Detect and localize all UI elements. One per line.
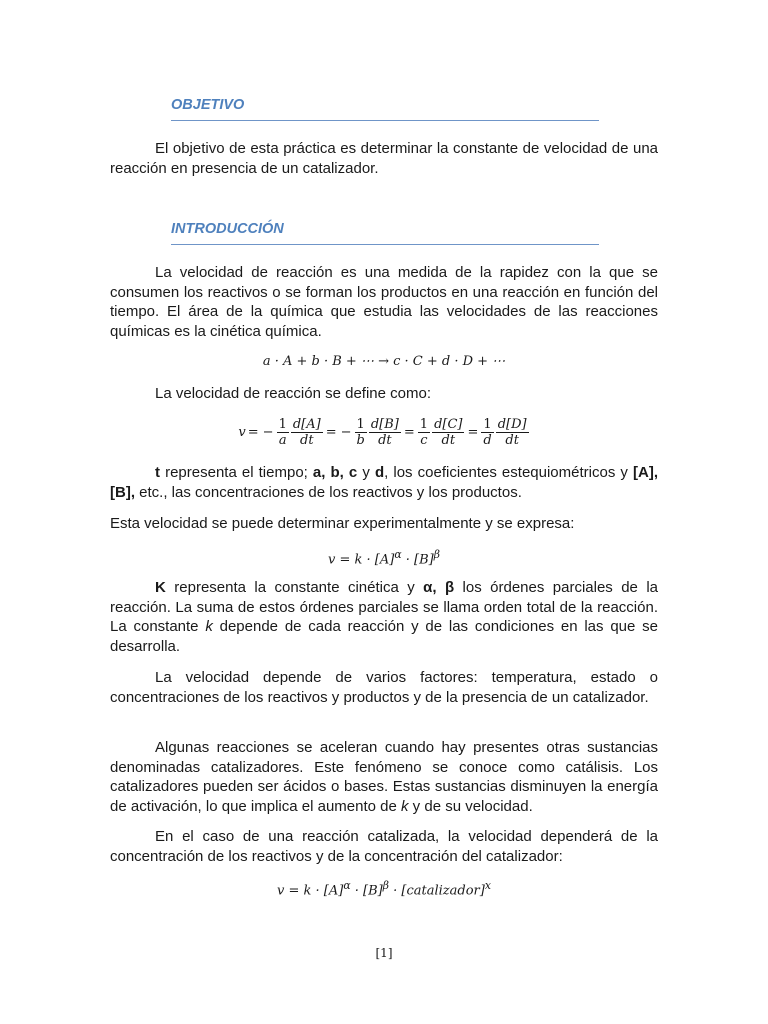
intro-paragraph-3: t representa el tiempo; a, b, c y d, los coeficientes estequiométricos y [A], [B], etc., las concentraciones de los reactivos y los productos. [110, 464, 658, 501]
derivative-fraction-a: $\frac{d[A]}{dt}$ [292, 417, 321, 448]
coef-fraction-c: $\frac{1}{c}$ [419, 417, 429, 448]
derivative-fraction-c: $\frac{d[C]}{dt}$ [434, 417, 463, 448]
intro-paragraph-8: En el caso de una reacción catalizada, la velocidad dependerá de la concentración de los reactivos y de la concentración del catalizador: [110, 828, 658, 865]
rate-definition-equation: v = − $\frac{1}{a}$ $\frac{d[A]}{dt}$ = − $\frac{1}{b}$ $\frac{d[B]}{dt}$ = $\frac{1}{c}$ $\frac{d[C]}{dt}$ = $\frac{1}{d}$ $\frac{d[D]}{dt}$ [238, 417, 527, 448]
intro-paragraph-4: Esta velocidad se puede determinar experimentalmente y se expresa: [110, 515, 575, 532]
intro-paragraph-6: La velocidad depende de varios factores: temperatura, estado o concentraciones de los reactivos y productos y de la presencia de un catalizador. [110, 669, 658, 706]
rate-v: v [238, 425, 246, 440]
intro-paragraph-2: La velocidad de reacción se define como: [155, 385, 432, 402]
objetivo-paragraph: El objetivo de esta práctica es determinar la constante de velocidad de una reacción en presencia de un catalizador. [110, 140, 658, 177]
coef-fraction-b: $\frac{1}{b}$ [356, 417, 365, 448]
intro-paragraph-1: La velocidad de reacción es una medida de la rapidez con la que se consumen los reactivos o se forman los productos en una reacción en función del tiempo. El área de la química que estudia las velocidades de las reacciones químicas es la cinética química. [110, 264, 658, 340]
intro-paragraph-7: Algunas reacciones se aceleran cuando hay presentes otras sustancias denominadas catalizadores. Este fenómeno se conoce como catálisis. Los catalizadores pueden ser ácidos o bases. Estas sustancias disminuyen la energía de activación, lo que implica el aumento de k y de su velocidad. [110, 739, 658, 815]
coef-fraction-a: $\frac{1}{a}$ [278, 417, 287, 448]
page-number: [1] [375, 946, 393, 960]
intro-paragraph-5: K representa la constante cinética y α, β los órdenes parciales de la reacción. La suma de estos órdenes parciales se llama orden total de la reacción. La constante k depende de cada reacción y de las condiciones en las que se desarrolla. [110, 579, 658, 655]
catalyzed-rate-equation: $v = k \cdot [A]^\alpha \cdot [B]^\beta$ · [catalizador]$^x$ [277, 879, 491, 899]
objetivo-heading: OBJETIVO [171, 97, 599, 121]
coef-fraction-d: $\frac{1}{d}$ [483, 417, 492, 448]
derivative-fraction-b: $\frac{d[B]}{dt}$ [370, 417, 399, 448]
reaction-equation: a · A + b · B + ⋯ → c · C + d · D + ⋯ [262, 354, 506, 369]
introduccion-heading: INTRODUCCIÓN [171, 221, 599, 245]
rate-law-equation: $v = k \cdot [A]^\alpha \cdot [B]^\beta$ [328, 548, 440, 568]
derivative-fraction-d: $\frac{d[D]}{dt}$ [497, 417, 527, 448]
